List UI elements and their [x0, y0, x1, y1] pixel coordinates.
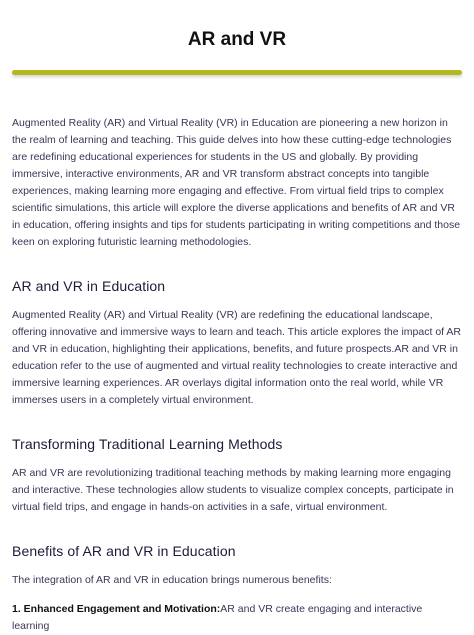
section-heading-ar-vr-education: AR and VR in Education: [12, 278, 166, 294]
section-heading-transforming-methods: Transforming Traditional Learning Methods: [12, 436, 283, 452]
section-heading-benefits: Benefits of AR and VR in Education: [12, 543, 236, 559]
document-title: AR and VR: [187, 29, 287, 50]
section-body-ar-vr-education: Augmented Reality (AR) and Virtual Reality (VR) are redefining the educational landscape, offering innovative and immersive ways to learn and teach. This article explores the impact of AR and VR in education, highlighting their applications, benefits, and future prospects.AR and VR in education refer to the use of augmented and virtual reality technologies to create interactive and immersive learning experiences. AR overlays digital information onto the real world, while VR immerses users in a completely virtual environment.: [12, 309, 462, 406]
title-underline: [12, 70, 462, 75]
intro-paragraph: Augmented Reality (AR) and Virtual Reality (VR) in Education are pioneering a new horizon in the realm of learning and teaching. This guide delves into how these cutting-edge technologies are redefining educational experiences for students in the US and globally. By providing immersive, interactive environments, AR and VR transform abstract concepts into tangible experiences, making learning more engaging and effective. From virtual field trips to complex scientific simulations, this article will explore the diverse applications and benefits of AR and VR in education, offering insights and tips for students participating in writing competitions and those keen on exploring futuristic learning methodologies.: [12, 117, 461, 248]
benefit-item-label: 1. Enhanced Engagement and Motivation:: [12, 603, 221, 615]
section-body-transforming-methods: AR and VR are revolutionizing traditional teaching methods by making learning more engaging and interactive. These technologies allow students to visualize complex concepts, participate in virtual field trips, and engage in hands-on activities in a safe, virtual environment.: [12, 467, 454, 513]
section-body-benefits: The integration of AR and VR in education brings numerous benefits:: [12, 574, 332, 586]
benefit-item-text: AR and VR create engaging and interactive learning: [12, 603, 423, 632]
benefit-item: [12, 601, 462, 635]
